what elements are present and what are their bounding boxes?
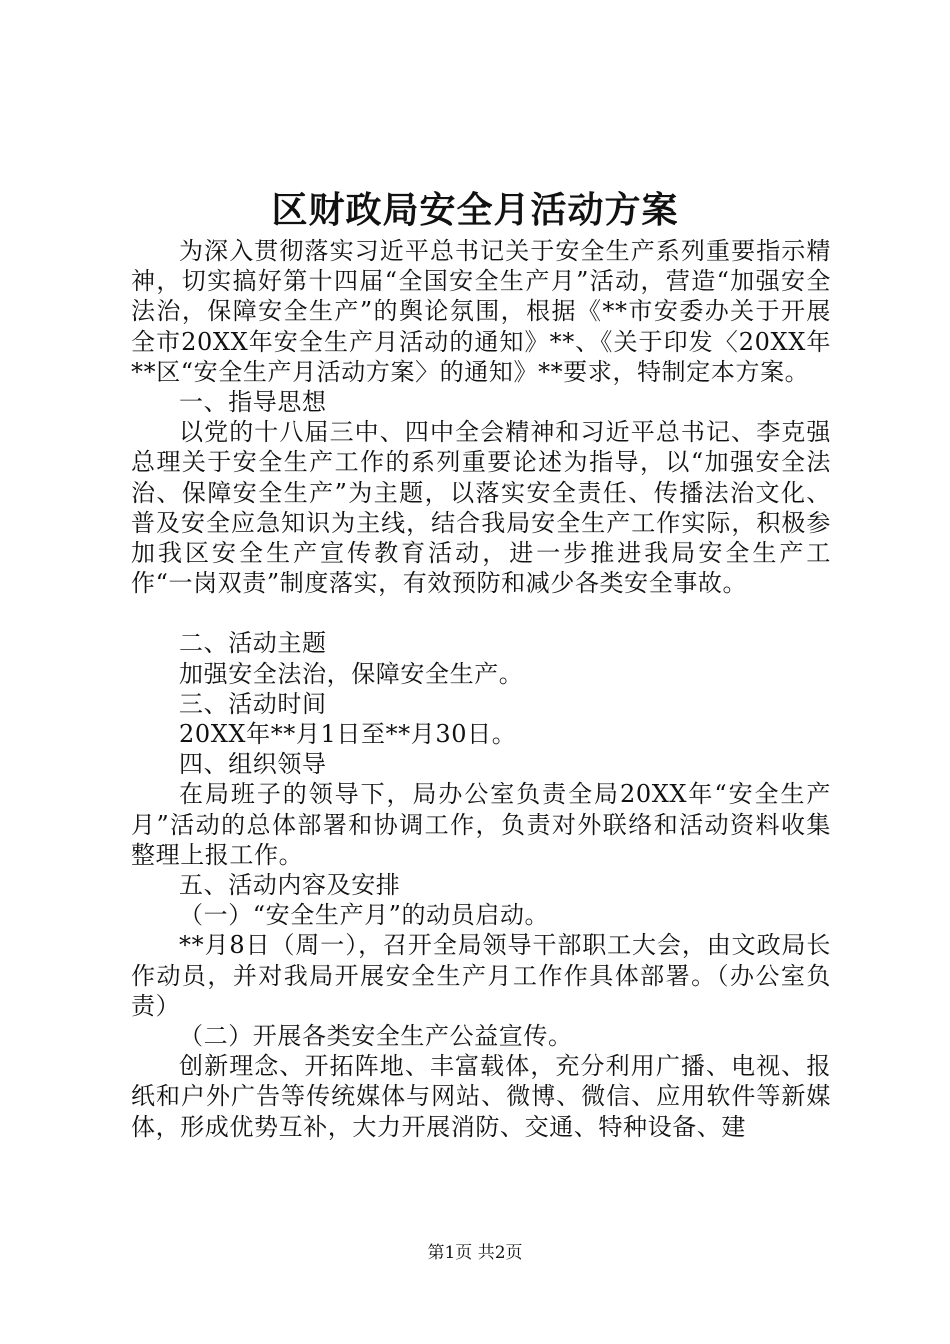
organization-paragraph: 在局班子的领导下，局办公室负责全局20XX年“安全生产月”活动的总体部署和协调工作，负责对外联络和活动资料收集整理上报工作。 (131, 780, 831, 869)
document-body (131, 236, 831, 1142)
section-heading-guiding-ideology: 一、指导思想 (179, 388, 327, 417)
document-title: 区财政局安全月活动方案 (271, 189, 679, 231)
section-heading-organization: 四、组织领导 (179, 750, 327, 779)
intro-paragraph: 为深入贯彻落实习近平总书记关于安全生产系列重要指示精神，切实搞好第十四届“全国安全生产月”活动，营造“加强安全法治，保障安全生产”的舆论氛围，根据《**市安委办关于开展全市20XX年安全生产月活动的通知》**、《关于印发〈20XX年**区“安全生产月活动方案〉的通知》**要求，特制定本方案。 (131, 237, 831, 386)
subsection-heading-launch: （一）“安全生产月”的动员启动。 (179, 901, 550, 930)
section-heading-content: 五、活动内容及安排 (179, 871, 401, 900)
section-heading-activity-time: 三、活动时间 (179, 689, 327, 718)
page-footer: 第1页 共2页 (427, 1243, 523, 1263)
section-heading-activity-theme: 二、活动主题 (179, 629, 327, 658)
launch-paragraph: **月8日（周一），召开全局领导干部职工大会，由文政局长作动员，并对我局开展安全生产月工作作具体部署。（办公室负责） (131, 931, 831, 1020)
publicity-paragraph: 创新理念、开拓阵地、丰富载体，充分利用广播、电视、报纸和户外广告等传统媒体与网站、微博、微信、应用软件等新媒体，形成优势互补，大力开展消防、交通、特种设备、建 (131, 1052, 831, 1141)
subsection-heading-publicity: （二）开展各类安全生产公益宣传。 (179, 1022, 573, 1051)
activity-time-paragraph: 20XX年**月1日至**月30日。 (179, 720, 517, 749)
activity-theme-paragraph: 加强安全法治，保障安全生产。 (179, 659, 524, 688)
guiding-ideology-paragraph: 以党的十八届三中、四中全会精神和习近平总书记、李克强总理关于安全生产工作的系列重要论述为指导，以“加强安全法治、保障安全生产”为主题，以落实安全责任、传播法治文化、普及安全应急知识为主线，结合我局安全生产工作实际，积极参加我区安全生产宣传教育活动，进一步推进我局安全生产工作“一岗双责”制度落实，有效预防和减少各类安全事故。 (131, 418, 831, 598)
